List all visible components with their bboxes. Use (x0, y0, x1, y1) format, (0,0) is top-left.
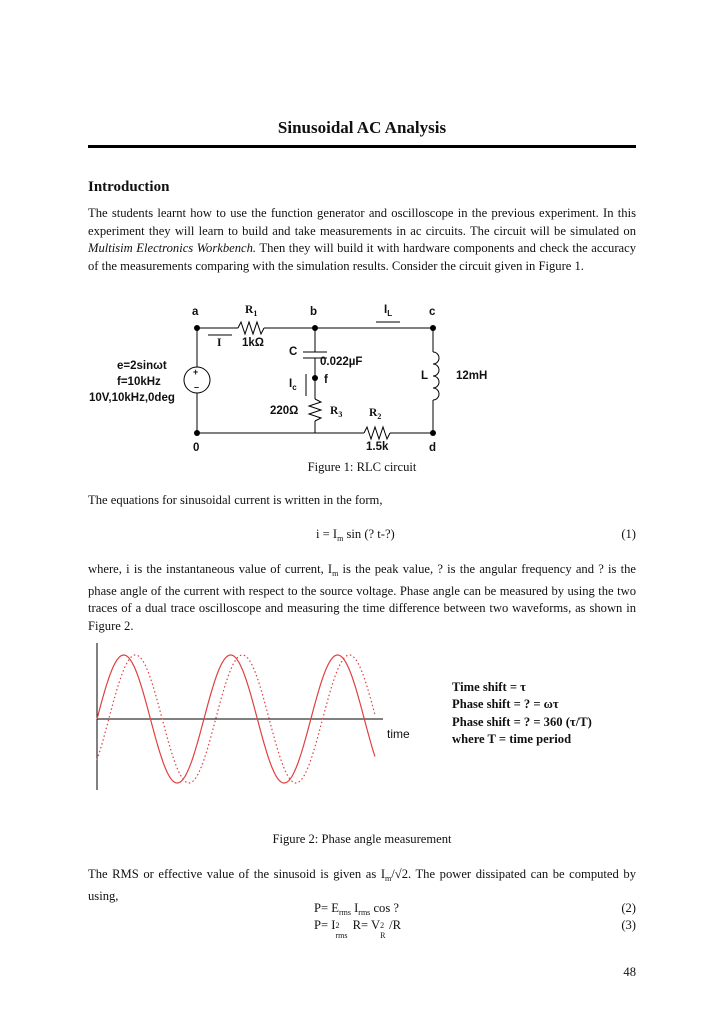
label-r3-value: 220Ω (270, 405, 299, 417)
label-inductor: L (421, 370, 429, 382)
label-capacitor: C (289, 346, 298, 358)
equation-3: P= I 2 rms R= V 2 R /R (314, 918, 402, 940)
explanation-paragraph: where, i is the instantaneous value of current, $I_m$ is the peak value, ? is the angular frequency and ? is the phase angle of the current with respect to the source voltage. Phase angle can be measured by using the two traces of a dual trace oscilloscope and measuring the time difference between two waveforms, as shown in Figure 2. (88, 562, 636, 633)
intro-text-italic: Multisim Electronics Workbench. (88, 241, 257, 255)
equation-1: $i = I_m$ sin (? t-?) (316, 527, 395, 543)
label-source-equation: e=2sinωt (117, 360, 167, 372)
equation-intro-text: The equations for sinusoidal current is written in the form, (88, 493, 383, 507)
label-node-c: c (429, 306, 436, 318)
figure1-caption: Figure 1: RLC circuit (307, 460, 417, 474)
label-node-a: a (192, 306, 199, 318)
label-capacitor-value: 0.022µF (320, 356, 363, 368)
label-current-i: I (217, 337, 222, 349)
equation-2-number: (2) (621, 901, 636, 915)
label-r2-value: 1.5k (366, 441, 389, 453)
rms-paragraph: The RMS or effective value of the sinusoid is given as $I_m/√2$. The power dissipated can be computed by using, (88, 867, 636, 903)
label-inductor-value: 12mH (456, 370, 488, 382)
figure2-caption: Figure 2: Phase angle measurement (272, 832, 452, 846)
label-source-frequency: f=10kHz (117, 376, 161, 388)
label-r2: $R_2$ (369, 407, 382, 421)
intro-text-a: The students learnt how to use the function generator and oscilloscope in the previous experiment. In this experiment they will learn to build and take measurements in ac circuits. The circuit will be simulated on (88, 206, 636, 238)
page-title: Sinusoidal AC Analysis (277, 118, 447, 137)
source-plus-sign: + (193, 367, 199, 377)
chart-x-label: time (387, 727, 410, 741)
label-r1: $R_1$ (245, 304, 258, 318)
annotation-phase-shift-degrees: Phase shift = ? = 360 (τ/T) (452, 715, 592, 729)
annotation-phase-shift: Phase shift = ? = ωτ (452, 697, 559, 711)
label-node-d: d (429, 442, 437, 454)
label-il: $I_L$ (384, 304, 393, 318)
equation-2: $P= E_{rms}$ $I_{rms}$ cos ? (314, 901, 399, 917)
intro-text-b: Then they will build it with hardware components and check the accuracy of the measurements comparing with the simulation results. Consider the circuit given in Figure 1. (88, 241, 636, 273)
label-node-0: 0 (193, 442, 200, 454)
label-ic: $I_c$ (289, 378, 297, 392)
source-minus-sign: – (194, 382, 200, 392)
label-node-f: f (324, 374, 328, 386)
annotation-time-shift: Time shift = τ (452, 680, 526, 694)
annotation-time-period: where T = time period (452, 732, 572, 746)
label-node-b: b (310, 306, 318, 318)
label-r1-value: 1kΩ (242, 337, 265, 349)
label-r3: $R_3$ (330, 405, 343, 419)
equation-1-number: (1) (621, 527, 636, 541)
section-heading-introduction: Introduction (88, 179, 170, 195)
page-number: 48 (623, 965, 636, 979)
equation-3-number: (3) (621, 918, 636, 932)
label-source-settings: 10V,10kHz,0deg (89, 392, 175, 404)
